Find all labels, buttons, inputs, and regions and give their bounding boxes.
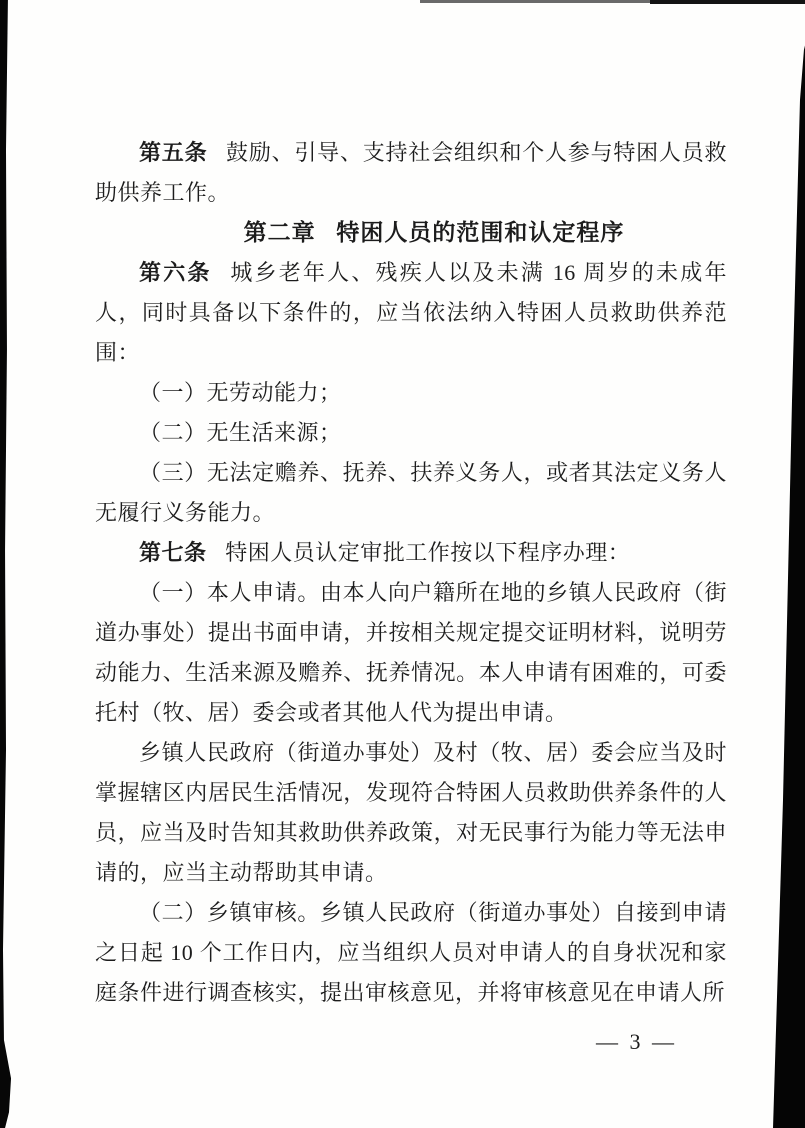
article-7-paragraph: 乡镇人民政府（街道办事处）及村（牧、居）委会应当及时掌握辖区内居民生活情况，发现符合特困人员救助供养条件的人员，应当及时告知其救助供养政策，对无民事行为能力等无法申请的，应当主动帮助其申请。 [95,740,727,885]
article-7-item-1: （一）本人申请。由本人向户籍所在地的乡镇人民政府（街道办事处）提出书面申请，并按相关规定提交证明材料，说明劳动能力、生活来源及赡养、抚养情况。本人申请有困难的，可委托村（牧、居）委会或者其他人代为提出申请。 [95,580,727,725]
article-7-item-2: （二）乡镇审核。乡镇人民政府（街道办事处）自接到申请之日起 10 个工作日内，应当组织人员对申请人的自身状况和家庭条件进行调查核实，提出审核意见，并将审核意见在申请人所 [95,900,727,1005]
scan-edge-right [770,40,805,1128]
article-6 [95,253,727,373]
article-5-text: 鼓励、引导、支持社会组织和个人参与特困人员救助供养工作。 [95,140,727,205]
chapter-2-heading [95,213,727,253]
article-5 [95,133,727,213]
chapter-2-title: 特困人员的范围和认定程序 [336,220,625,245]
document-body [95,133,727,1013]
article-6-item-2: （二）无生活来源； [139,420,342,445]
article-6-text: 城乡老年人、残疾人以及未满 16 周岁的未成年人，同时具备以下条件的，应当依法纳入特困人员救助供养范围： [95,260,727,365]
article-6-number: 第六条 [139,260,212,285]
article-7-number: 第七条 [139,540,207,565]
article-6-item-1: （一）无劳动能力； [139,380,342,405]
chapter-2-label: 第二章 [243,220,316,245]
article-5-number: 第五条 [139,140,208,165]
scan-edge-left [0,0,12,1128]
article-6-item-3: （三）无法定赡养、抚养、扶养义务人，或者其法定义务人无履行义务能力。 [95,460,727,525]
scan-edge-top-black [650,0,805,4]
page-number: — 3 — [596,1029,677,1054]
article-7-text: 特困人员认定审批工作按以下程序办理： [225,540,631,565]
scan-edge-top-gray [420,0,660,3]
article-7 [95,533,727,573]
